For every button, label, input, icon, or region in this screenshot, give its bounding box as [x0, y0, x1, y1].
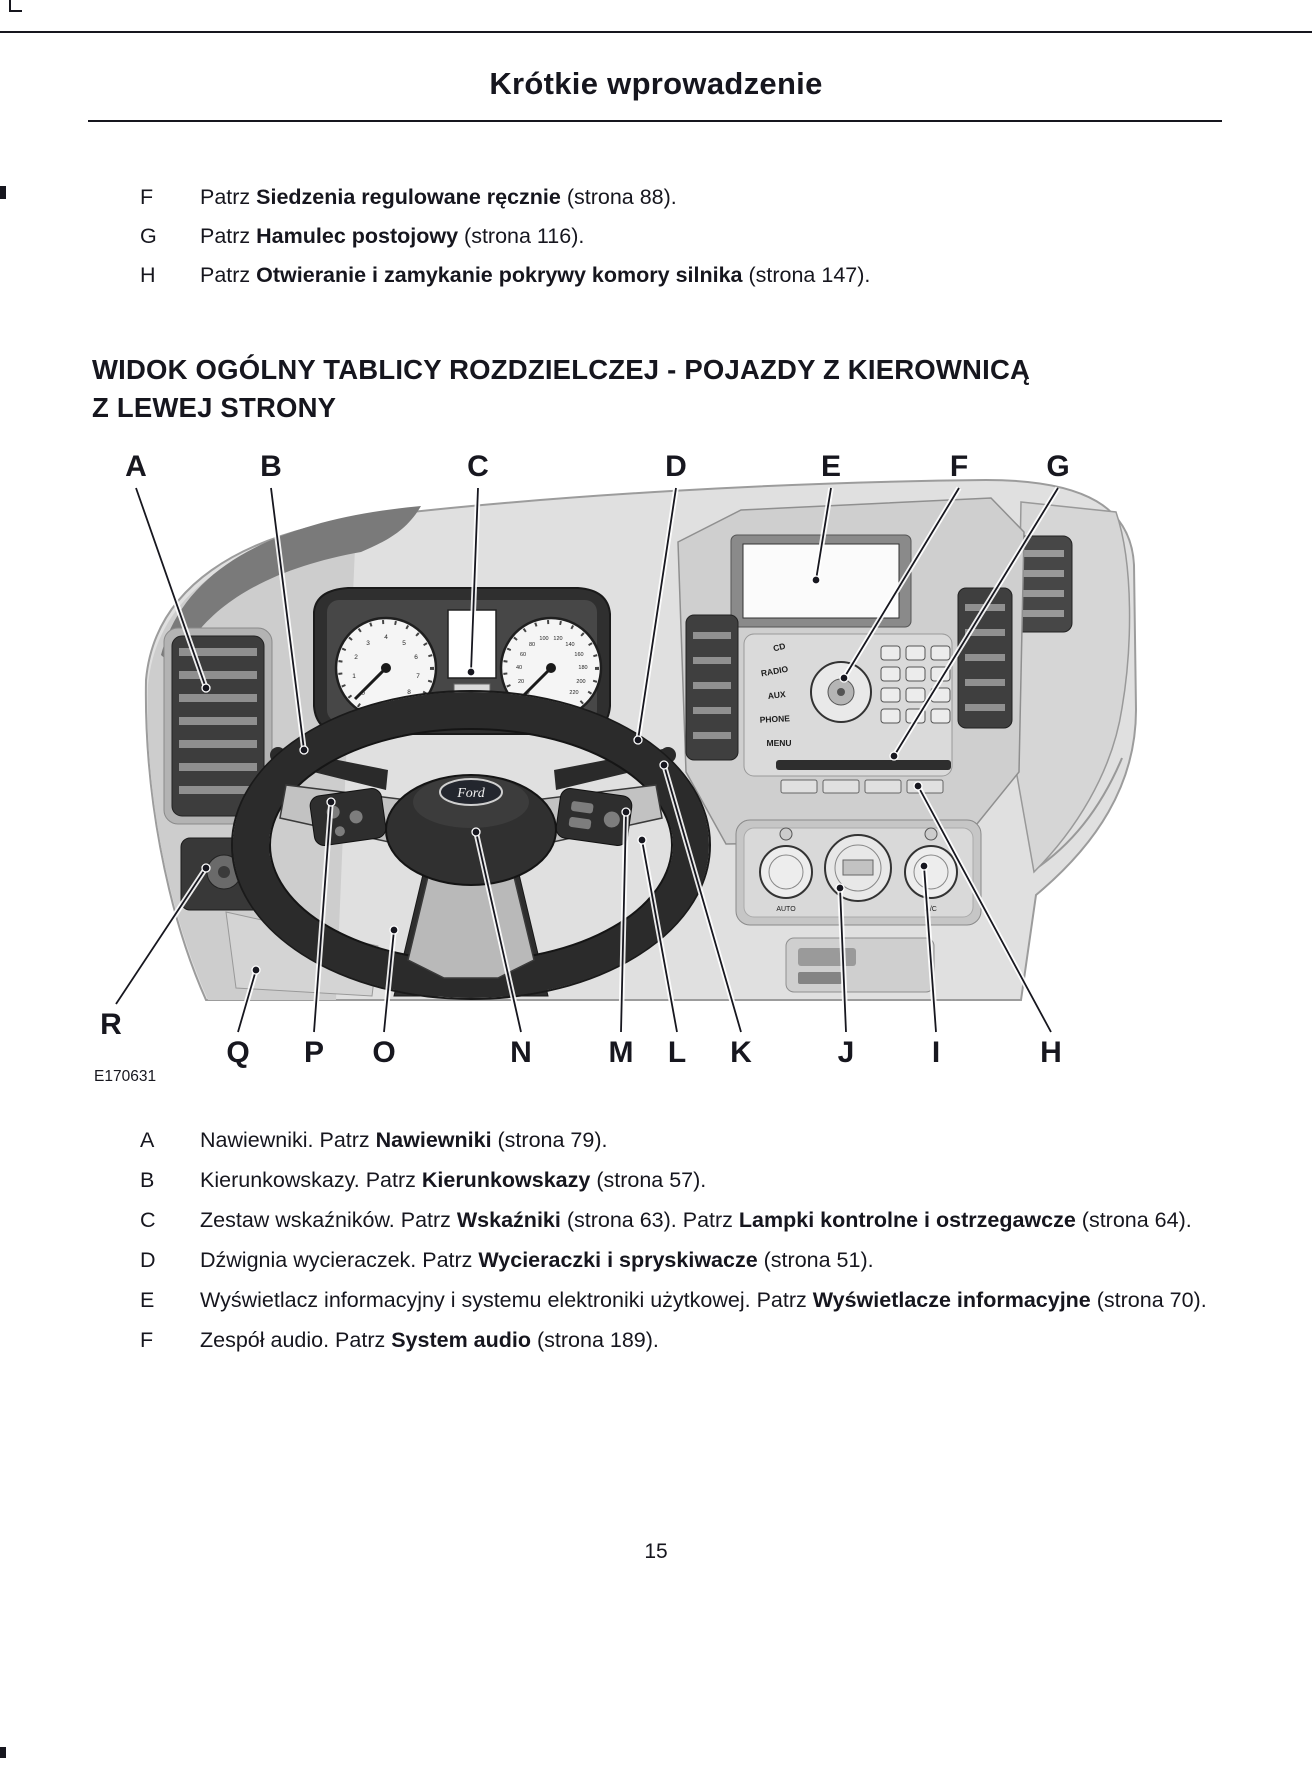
- text-segment: (strona 63). Patrz: [560, 1208, 739, 1233]
- lower-console: [786, 938, 934, 992]
- text-segment: (strona 147).: [742, 263, 871, 288]
- item-text: [200, 262, 1222, 289]
- stack-label-phone: PHONE: [759, 713, 791, 725]
- svg-text:1: 1: [352, 673, 356, 680]
- item-text: [200, 1287, 1222, 1314]
- text-segment-bold: Siedzenia regulowane ręcznie: [256, 185, 561, 209]
- callout-label-d: D: [665, 450, 687, 483]
- callout-label-f: F: [949, 450, 969, 483]
- edge-mark: [0, 1747, 6, 1758]
- item-letter: E: [140, 1288, 155, 1313]
- item-letter: F: [140, 1328, 154, 1353]
- svg-text:120: 120: [553, 636, 563, 642]
- svg-text:200: 200: [576, 679, 586, 685]
- svg-text:0: 0: [526, 690, 530, 696]
- item-letter: H: [140, 263, 156, 288]
- dashboard-figure: [86, 440, 1226, 1105]
- item-text: [200, 1327, 1222, 1354]
- callout-label-c: C: [467, 450, 489, 483]
- callout-label-k: K: [730, 1036, 752, 1069]
- item-text: [200, 1207, 1222, 1234]
- svg-text:60: 60: [519, 652, 527, 658]
- text-segment: (strona 57).: [590, 1168, 707, 1193]
- crop-mark: [9, 0, 22, 12]
- reference-item: [140, 1167, 1222, 1194]
- callout-label-r: R: [100, 1008, 122, 1041]
- text-segment: (strona 51).: [757, 1248, 874, 1273]
- top-rule: [0, 31, 1312, 33]
- item-text: [200, 184, 1222, 211]
- text-segment-bold: System audio: [391, 1328, 532, 1353]
- svg-text:180: 180: [578, 665, 588, 671]
- text-segment-bold: Lampki kontrolne i ostrzegawcze: [738, 1208, 1076, 1233]
- callout-label-o: O: [372, 1036, 396, 1069]
- reference-item: [140, 262, 1222, 289]
- reference-item: [140, 1207, 1222, 1234]
- stack-label-menu: MENU: [766, 738, 792, 748]
- item-letter: G: [140, 224, 157, 249]
- edge-mark: [0, 186, 6, 199]
- stack-label-radio: RADIO: [760, 663, 789, 679]
- svg-text:8: 8: [407, 689, 411, 696]
- text-segment: Patrz: [200, 185, 257, 209]
- dashboard-illustration: [86, 440, 1226, 1105]
- top-reference-list: [140, 184, 1222, 301]
- reference-item: [140, 184, 1222, 211]
- reference-item: [140, 223, 1222, 250]
- svg-text:6: 6: [414, 654, 418, 661]
- callout-label-a: A: [125, 450, 147, 483]
- text-segment-bold: Otwieranie i zamykanie pokrywy komory silnika: [256, 263, 743, 288]
- callout-label-l: L: [667, 1036, 687, 1069]
- svg-text:80: 80: [528, 642, 536, 648]
- svg-text:2: 2: [354, 654, 358, 661]
- text-segment-bold: Wyświetlacze informacyjne: [812, 1288, 1091, 1313]
- climate-label-auto: AUTO: [776, 906, 796, 913]
- bottom-reference-list: [140, 1127, 1222, 1367]
- text-segment: Wyświetlacz informacyjny i systemu elektroniki użytkowej. Patrz: [200, 1288, 813, 1313]
- svg-text:40: 40: [515, 665, 523, 671]
- item-letter: A: [140, 1128, 155, 1152]
- callout-label-i: I: [931, 1036, 941, 1069]
- svg-text:5: 5: [402, 640, 406, 647]
- text-segment-bold: Nawiewniki: [375, 1128, 492, 1152]
- ford-badge-text: Ford: [457, 786, 485, 801]
- callout-label-e: E: [820, 450, 842, 483]
- fan-knob: [760, 846, 812, 898]
- text-segment-bold: Hamulec postojowy: [256, 224, 459, 249]
- reference-item: [140, 1327, 1222, 1354]
- text-segment: Nawiewniki. Patrz: [200, 1128, 376, 1152]
- reference-item: [140, 1127, 1222, 1154]
- callout-label-j: J: [837, 1036, 855, 1069]
- airflow-knob: [905, 846, 957, 898]
- callout-label-p: P: [303, 1036, 325, 1069]
- item-letter: C: [140, 1208, 156, 1233]
- callout-label-g: G: [1046, 450, 1070, 483]
- text-segment-bold: Wycieraczki i spryskiwacze: [478, 1248, 758, 1273]
- svg-text:7: 7: [416, 673, 420, 680]
- callout-label-b: B: [260, 450, 282, 483]
- text-segment: Dźwignia wycieraczek. Patrz: [200, 1248, 479, 1273]
- text-segment: (strona 116).: [458, 224, 585, 249]
- svg-text:160: 160: [574, 652, 584, 658]
- svg-text:0: 0: [361, 690, 365, 697]
- section-heading: WIDOK OGÓLNY TABLICY ROZDZIELCZEJ - POJAZDY Z KIEROWNICĄ Z LEWEJ STRONY: [92, 354, 1031, 423]
- text-segment-bold: Wskaźniki: [456, 1208, 561, 1233]
- item-letter: F: [140, 185, 154, 209]
- svg-text:20: 20: [517, 679, 525, 685]
- reference-item: [140, 1287, 1222, 1314]
- right-spoke-buttons: [555, 787, 633, 847]
- callout-label-h: H: [1040, 1036, 1062, 1069]
- callout-label-m: M: [608, 1036, 634, 1069]
- title-rule: [88, 120, 1222, 122]
- svg-text:100: 100: [539, 636, 549, 642]
- item-text: [200, 1247, 1222, 1274]
- item-text: [200, 1167, 1222, 1194]
- text-segment: (strona 88).: [560, 185, 677, 209]
- text-segment: Zestaw wskaźników. Patrz: [200, 1208, 457, 1233]
- page-number: 15: [644, 1540, 668, 1563]
- item-text: [200, 1127, 1222, 1154]
- reference-item: [140, 1247, 1222, 1274]
- text-segment: (strona 189).: [531, 1328, 659, 1353]
- svg-text:4: 4: [384, 634, 388, 641]
- text-segment: Patrz: [200, 224, 257, 249]
- left-spoke-buttons: [309, 787, 387, 847]
- callout-label-n: N: [510, 1036, 532, 1069]
- text-segment: Kierunkowskazy. Patrz: [200, 1168, 422, 1193]
- text-segment: (strona 70).: [1090, 1288, 1207, 1313]
- text-segment: (strona 64).: [1075, 1208, 1192, 1233]
- cd-slot: [776, 760, 951, 770]
- item-letter: D: [140, 1248, 156, 1273]
- text-segment: Zespół audio. Patrz: [200, 1328, 392, 1353]
- svg-text:3: 3: [366, 640, 370, 647]
- item-letter: B: [140, 1168, 155, 1193]
- text-segment: Patrz: [200, 263, 257, 288]
- stack-label-cd: CD: [772, 640, 787, 654]
- right-dash-panel: [1014, 502, 1130, 872]
- svg-text:140: 140: [565, 642, 575, 648]
- climate-label-ac: A/C: [925, 906, 937, 913]
- text-segment-bold: Kierunkowskazy: [421, 1168, 591, 1193]
- stack-label-aux: AUX: [767, 689, 787, 701]
- page-title: Krótkie wprowadzenie: [489, 66, 823, 101]
- item-text: [200, 223, 1222, 250]
- callout-label-q: Q: [226, 1036, 250, 1069]
- figure-code: E170631: [94, 1068, 157, 1085]
- svg-text:220: 220: [569, 690, 579, 696]
- text-segment: (strona 79).: [491, 1128, 608, 1152]
